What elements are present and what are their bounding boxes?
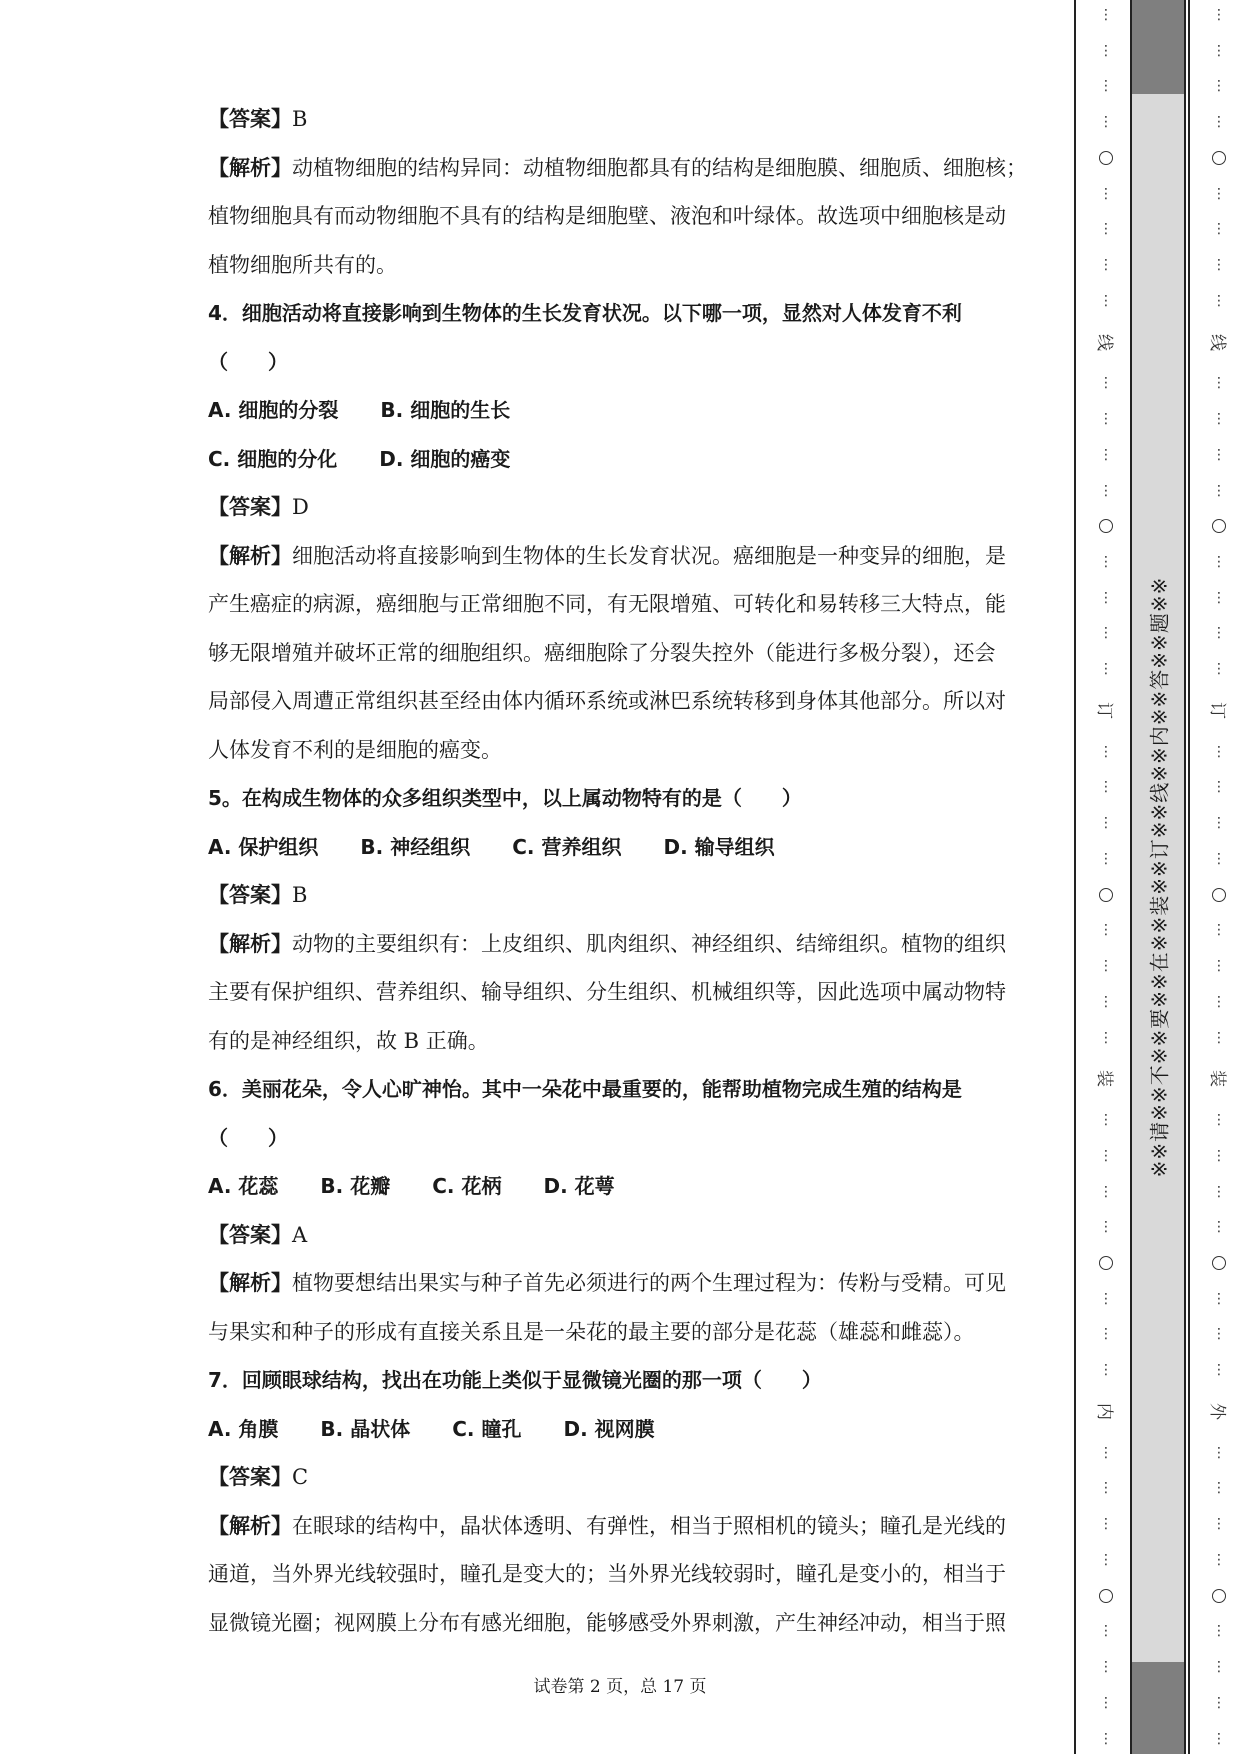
circle-mark [1212, 888, 1226, 902]
circle-mark [1212, 1589, 1226, 1603]
option-d: D. 输导组织 [663, 834, 775, 859]
q7-analysis-line: 显微镜光圈；视网膜上分布有感光细胞，能够感受外界刺激，产生神经冲动，相当于照 [208, 1610, 1006, 1635]
q6-options-row [208, 1162, 1033, 1211]
q3-analysis-line: 植物细胞具有而动物细胞不具有的结构是细胞壁、液泡和叶绿体。故选项中细胞核是动 [208, 204, 1006, 228]
binding-label: 订 [1093, 701, 1114, 719]
option-a: A. 保护组织 [208, 834, 319, 859]
binding-label: 外 [1206, 1402, 1227, 1420]
margin-border-line [1188, 0, 1190, 1754]
margin-border-line [1074, 0, 1076, 1754]
outer-dotted-line: ⋮ ⋮ ⋮ ⋮ ⋮ ⋮ ⋮ ⋮ 线 ⋮ ⋮ ⋮ ⋮ ⋮ ⋮ ⋮ ⋮ 订 ⋮ ⋮ ⋮ ⋮ ⋮ ⋮ ⋮ ⋮ 装 ⋮ ⋮ ⋮ ⋮ ⋮ ⋮ ⋮ 外 ⋮ ⋮ ⋮ ⋮ ⋮ ⋮ ⋮ ⋮ [1204, 0, 1234, 1754]
q4-stem: 4．细胞活动将直接影响到生物体的生长发育状况。以下哪一项，显然对人体发育不利 [208, 301, 962, 325]
q6-stem: 6．美丽花朵，令人心旷神怡。其中一朵花中最重要的，能帮助植物完成生殖的结构是 [208, 1077, 962, 1101]
q4-options-row [208, 435, 1033, 484]
binding-label: 装 [1093, 1070, 1114, 1088]
q5-options-row [208, 823, 1033, 872]
circle-mark [1099, 1589, 1113, 1603]
circle-mark [1099, 151, 1113, 165]
q3-answer: 【答案】B [208, 106, 308, 131]
circle-mark [1212, 519, 1226, 533]
q5-stem: 5。在构成生物体的众多组织类型中，以上属动物特有的是（ ） [208, 786, 802, 810]
q6-analysis-line: 与果实和种子的形成有直接关系且是一朵花的最主要的部分是花蕊（雄蕊和雌蕊）。 [208, 1319, 975, 1344]
q5-analysis-line: 有的是神经组织，故 B 正确。 [208, 1028, 489, 1053]
option-d: D. 细胞的癌变 [379, 446, 511, 471]
option-c: C. 营养组织 [512, 834, 622, 859]
q3-analysis-line: 植物细胞所共有的。 [208, 252, 397, 277]
q4-analysis-line: 够无限增殖并破坏正常的细胞组织。癌细胞除了分裂失控外（能进行多极分裂），还会 [208, 640, 996, 665]
q5-analysis-line: 【解析】动物的主要组织有：上皮组织、肌肉组织、神经组织、结缔组织。植物的组织 [208, 930, 1006, 956]
binding-label: 装 [1206, 1070, 1227, 1088]
q7-stem: 7．回顾眼球结构，找出在功能上类似于显微镜光圈的那一项（ ） [208, 1368, 822, 1392]
no-answer-warning: ※※请※※不※※要※※在※※装※※订※※线※※内※※答※※题※※ [1147, 576, 1172, 1178]
binding-label: 订 [1206, 701, 1227, 719]
option-c: C. 细胞的分化 [208, 446, 338, 471]
option-d: D. 视网膜 [563, 1416, 655, 1441]
q4-answer: 【答案】D [208, 494, 309, 519]
q7-analysis-line: 【解析】在眼球的结构中，晶状体透明、有弹性，相当于照相机的镜头；瞳孔是光线的 [208, 1512, 1006, 1538]
option-c: C. 瞳孔 [452, 1416, 522, 1441]
inner-dotted-line: ⋮ ⋮ ⋮ ⋮ ⋮ ⋮ ⋮ ⋮ 线 ⋮ ⋮ ⋮ ⋮ ⋮ ⋮ ⋮ ⋮ 订 ⋮ ⋮ ⋮ ⋮ ⋮ ⋮ ⋮ ⋮ 装 ⋮ ⋮ ⋮ ⋮ ⋮ ⋮ ⋮ 内 ⋮ ⋮ ⋮ ⋮ ⋮ ⋮ ⋮ ⋮ [1091, 0, 1121, 1754]
circle-mark [1099, 1256, 1113, 1270]
q4-stem-bracket: （ ） [208, 349, 288, 374]
circle-mark [1212, 151, 1226, 165]
q4-analysis-line: 人体发育不利的是细胞的癌变。 [208, 737, 502, 762]
circle-mark [1212, 1256, 1226, 1270]
strip-bottom-cap [1132, 1662, 1184, 1754]
warning-strip [1130, 0, 1186, 1754]
option-a: A. 花蕊 [208, 1174, 279, 1198]
option-c: C. 花柄 [432, 1174, 502, 1198]
q5-answer: 【答案】B [208, 882, 308, 907]
option-b: B. 细胞的生长 [380, 398, 511, 422]
q4-options-row [208, 386, 1033, 435]
q4-analysis-line: 局部侵入周遭正常组织甚至经由体内循环系统或淋巴系统转移到身体其他部分。所以对 [208, 689, 1006, 713]
page-footer: 试卷第 2 页，总 17 页 [533, 1677, 707, 1697]
question-content [208, 95, 1033, 1647]
q7-answer: 【答案】C [208, 1464, 309, 1489]
option-b: B. 花瓣 [320, 1174, 391, 1198]
option-b: B. 晶状体 [320, 1416, 411, 1441]
q3-analysis-line: 【解析】动植物细胞的结构异同：动植物细胞都具有的结构是细胞膜、细胞质、细胞核； [208, 154, 1027, 180]
option-b: B. 神经组织 [360, 834, 471, 859]
q6-analysis-line: 【解析】植物要想结出果实与种子首先必须进行的两个生理过程为：传粉与受精。可见 [208, 1270, 1006, 1295]
q4-analysis-line: 产生癌症的病源，癌细胞与正常细胞不同，有无限增殖、可转化和易转移三大特点，能 [208, 592, 1006, 616]
circle-mark [1099, 519, 1113, 533]
q6-stem-bracket: （ ） [208, 1125, 288, 1150]
binding-label: 内 [1093, 1402, 1114, 1420]
binding-label: 线 [1093, 333, 1114, 351]
option-d: D. 花萼 [543, 1174, 615, 1198]
q4-analysis-line: 【解析】细胞活动将直接影响到生物体的生长发育状况。癌细胞是一种变异的细胞，是 [208, 542, 1006, 568]
q7-options-row [208, 1405, 1033, 1454]
option-a: A. 角膜 [208, 1416, 279, 1441]
circle-mark [1099, 888, 1113, 902]
q5-analysis-line: 主要有保护组织、营养组织、输导组织、分生组织、机械组织等，因此选项中属动物特 [208, 980, 1006, 1004]
strip-top-cap [1132, 0, 1184, 94]
q6-answer: 【答案】A [208, 1221, 308, 1247]
option-a: A. 细胞的分裂 [208, 398, 339, 422]
binding-label: 线 [1206, 333, 1227, 351]
q7-analysis-line: 通道，当外界光线较强时，瞳孔是变大的；当外界光线较弱时，瞳孔是变小的，相当于 [208, 1562, 1006, 1586]
